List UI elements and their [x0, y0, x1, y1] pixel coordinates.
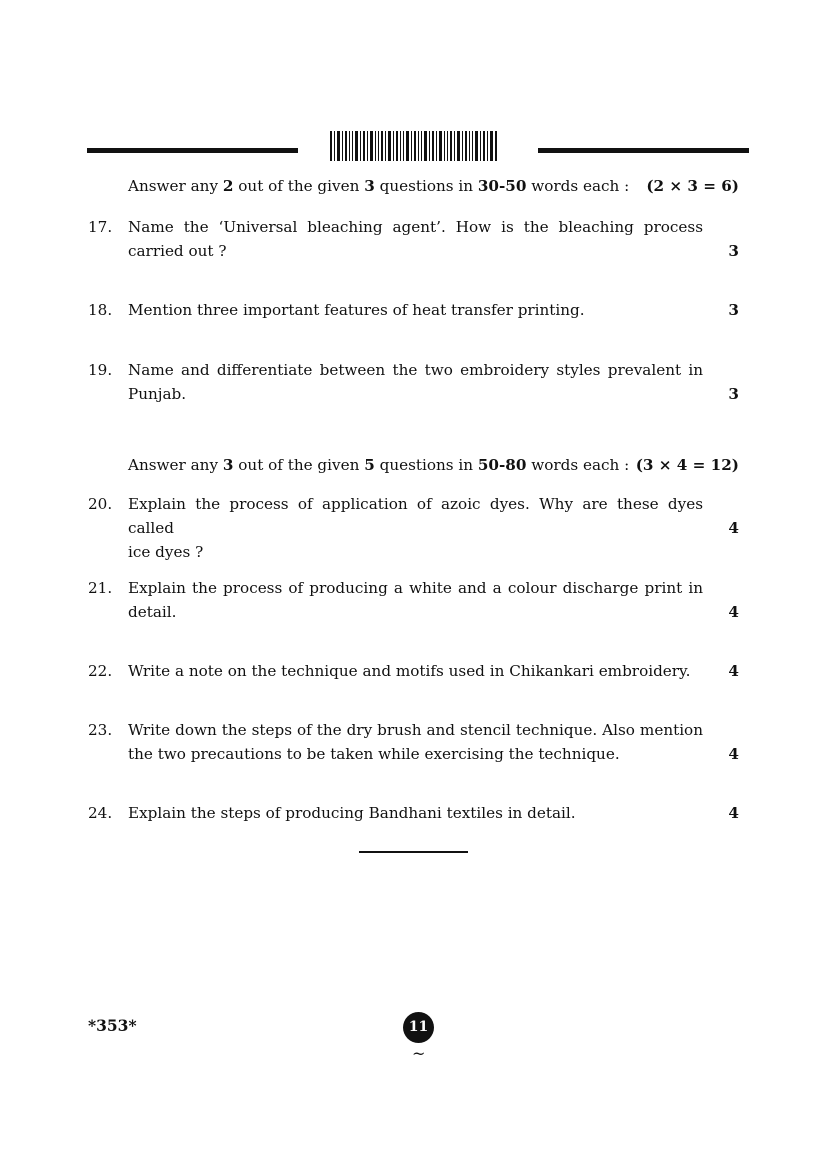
- question-number: 18.: [88, 301, 113, 319]
- question-text: Name the ‘Universal bleaching agent’. How is the bleaching process carried out ?: [128, 218, 703, 260]
- section-a-marks-total: (2 × 3 = 6): [646, 177, 739, 195]
- question-text: Explain the process of application of azoic dyes. Why are these dyes called ice dyes ?: [128, 495, 703, 561]
- question-number: 21.: [88, 579, 113, 597]
- question-number: 20.: [88, 495, 113, 513]
- question-marks: 3: [728, 385, 739, 403]
- question-text: Explain the process of producing a white and a colour discharge print in detail.: [128, 579, 703, 621]
- question-marks: 3: [728, 301, 739, 319]
- question-marks: 4: [728, 745, 739, 763]
- question-number: 24.: [88, 804, 113, 822]
- question-number: 17.: [88, 218, 113, 236]
- question-text: Name and differentiate between the two embroidery styles prevalent in Punjab.: [128, 361, 703, 403]
- end-of-paper-line: [359, 851, 468, 853]
- header-rule-right: [538, 148, 749, 153]
- question-text: Explain the steps of producing Bandhani textiles in detail.: [128, 804, 576, 822]
- question-text: Write down the steps of the dry brush and stencil technique. Also mention the two precautions to be taken while exercising the technique.: [128, 721, 703, 763]
- instruction-text: Answer any 2 out of the given 3 questions in 30-50 words each :: [128, 177, 630, 195]
- section-b-instruction: [128, 453, 739, 477]
- question-marks: 4: [728, 662, 739, 680]
- paper-code: *353*: [88, 1016, 137, 1035]
- section-a-instruction: [128, 174, 739, 198]
- question-marks: 4: [728, 519, 739, 537]
- instruction-text: Answer any 3 out of the given 5 questions in 50-80 words each :: [128, 456, 630, 474]
- question-text: Mention three important features of heat transfer printing.: [128, 301, 585, 319]
- question-marks: 4: [728, 804, 739, 822]
- question-text: Write a note on the technique and motifs used in Chikankari embroidery.: [128, 662, 691, 680]
- barcode-image: [330, 131, 498, 161]
- section-b-marks-total: (3 × 4 = 12): [635, 456, 739, 474]
- page-tilde: ~: [412, 1044, 426, 1063]
- question-number: 22.: [88, 662, 113, 680]
- question-number: 19.: [88, 361, 113, 379]
- question-number: 23.: [88, 721, 113, 739]
- question-marks: 4: [728, 603, 739, 621]
- page-number-badge: 11: [403, 1012, 434, 1043]
- question-marks: 3: [728, 242, 739, 260]
- header-rule-left: [87, 148, 298, 153]
